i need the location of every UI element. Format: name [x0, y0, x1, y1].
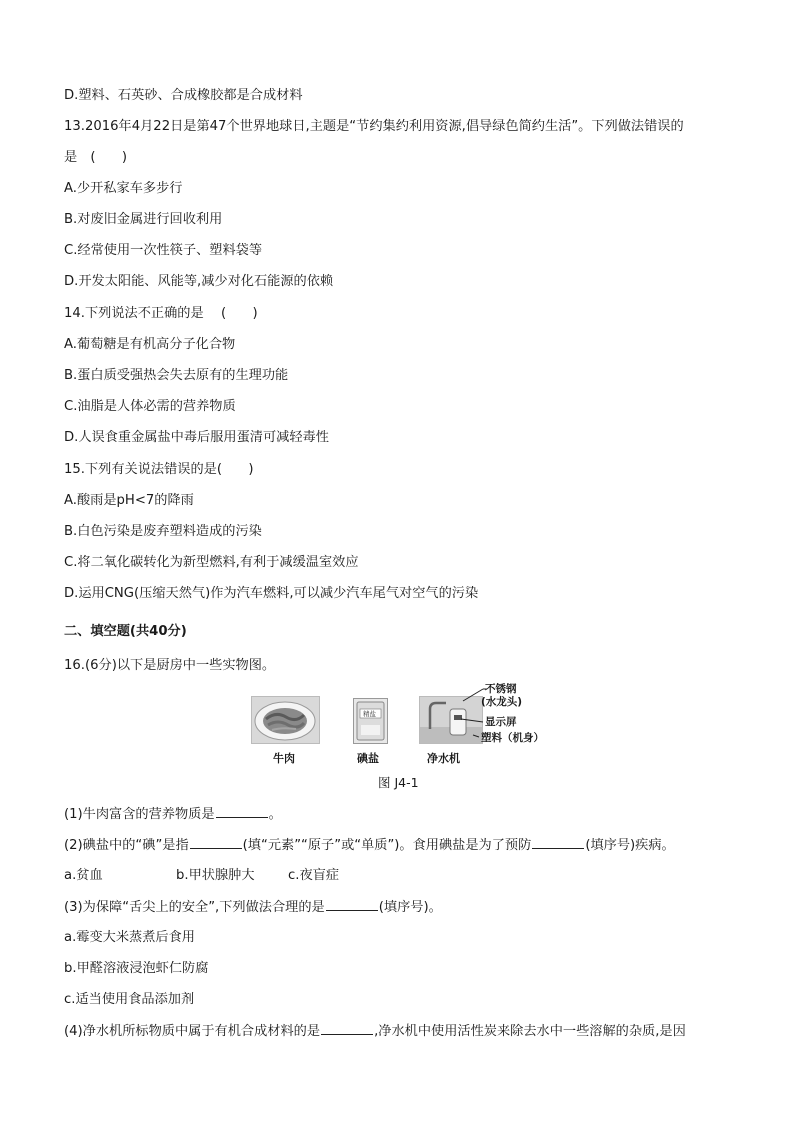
answer-blank[interactable]: [216, 805, 268, 818]
q16-part2-option-b: b.甲状腺肿大: [176, 868, 255, 883]
callout-plastic: 塑料（机身）: [481, 732, 544, 744]
q13-option-c: C.经常使用一次性筷子、塑料袋等: [64, 243, 263, 258]
answer-blank[interactable]: [321, 1022, 373, 1035]
q16-part1-text: (1)牛肉富含的营养物质是: [64, 807, 215, 822]
caption-salt: 碘盐: [357, 752, 379, 765]
callout-screen: 显示屏: [485, 716, 517, 728]
callout-steel: 不锈钢: [485, 683, 517, 695]
q15-option-d: D.运用CNG(压缩天然气)作为汽车燃料,可以减少汽车尾气对空气的污染: [64, 586, 479, 601]
q16-part2: [64, 836, 675, 855]
q15-option-c: C.将二氧化碳转化为新型燃料,有利于减缓温室效应: [64, 555, 359, 570]
q16-part2-mid: (填“元素”“原子”或“单质”)。食用碘盐是为了预防: [242, 838, 532, 853]
q16-part2-option-a: a.贫血: [64, 868, 103, 883]
q16-part2-options: [64, 867, 339, 885]
q16-part3: [64, 898, 442, 917]
q16-part3-option-b: b.甲醛溶液浸泡虾仁防腐: [64, 961, 209, 976]
q14-option-d: D.人误食重金属盐中毒后服用蛋清可减轻毒性: [64, 430, 329, 445]
q14-option-a: A.葡萄糖是有机高分子化合物: [64, 337, 236, 352]
q13-stem-line2: 是 ( ): [64, 150, 128, 165]
q16-part2-text: (2)碘盐中的“碘”是指: [64, 838, 189, 853]
q16-part4-text: (4)净水机所标物质中属于有机合成材料的是: [64, 1024, 321, 1039]
q16-part3-end: (填序号)。: [378, 900, 442, 915]
q13-stem-line1: 13.2016年4月22日是第47个世界地球日,主题是“节约集约利用资源,倡导绿色简约生活”。下列做法错误的: [64, 119, 684, 134]
caption-beef: 牛肉: [273, 752, 295, 765]
q15-stem: 15.下列有关说法错误的是( ): [64, 462, 254, 477]
q16-part3-text: (3)为保障“舌尖上的安全”,下列做法合理的是: [64, 900, 325, 915]
answer-blank[interactable]: [190, 836, 242, 849]
kitchen-figure: [247, 683, 547, 763]
q14-stem: 14.下列说法不正确的是 ( ): [64, 306, 258, 321]
q16-part2-end: (填序号)疾病。: [585, 838, 675, 853]
q16-part3-option-c: c.适当使用食品添加剂: [64, 992, 195, 1007]
q13-option-d: D.开发太阳能、风能等,减少对化石能源的依赖: [64, 274, 334, 289]
q15-option-b: B.白色污染是废弃塑料造成的污染: [64, 524, 262, 539]
q12-option-d: D.塑料、石英砂、合成橡胶都是合成材料: [64, 88, 303, 103]
q16-stem: 16.(6分)以下是厨房中一些实物图。: [64, 658, 276, 673]
q14-option-c: C.油脂是人体必需的营养物质: [64, 399, 236, 414]
q16-part3-option-a: a.霉变大米蒸煮后食用: [64, 930, 195, 945]
section-heading: 二、填空题(共40分): [64, 624, 187, 639]
q16-part2-option-c: c.夜盲症: [288, 868, 340, 883]
q16-part4: [64, 1022, 686, 1041]
q16-part4-end: ,净水机中使用活性炭来除去水中一些溶解的杂质,是因: [374, 1024, 686, 1039]
answer-blank[interactable]: [326, 898, 378, 911]
q13-option-a: A.少开私家车多步行: [64, 181, 183, 196]
q13-option-b: B.对废旧金属进行回收利用: [64, 212, 223, 227]
q14-option-b: B.蛋白质受强热会失去原有的生理功能: [64, 368, 289, 383]
salt-bag-label: 精盐: [363, 710, 376, 718]
figure-caption: 图 J4-1: [378, 775, 419, 790]
q16-part1: [64, 805, 282, 824]
caption-purifier: 净水机: [427, 752, 460, 765]
q16-part1-end: 。: [268, 807, 282, 822]
q15-option-a: A.酸雨是pH<7的降雨: [64, 493, 194, 508]
answer-blank[interactable]: [532, 836, 584, 849]
callout-tap: (水龙头): [481, 696, 523, 708]
